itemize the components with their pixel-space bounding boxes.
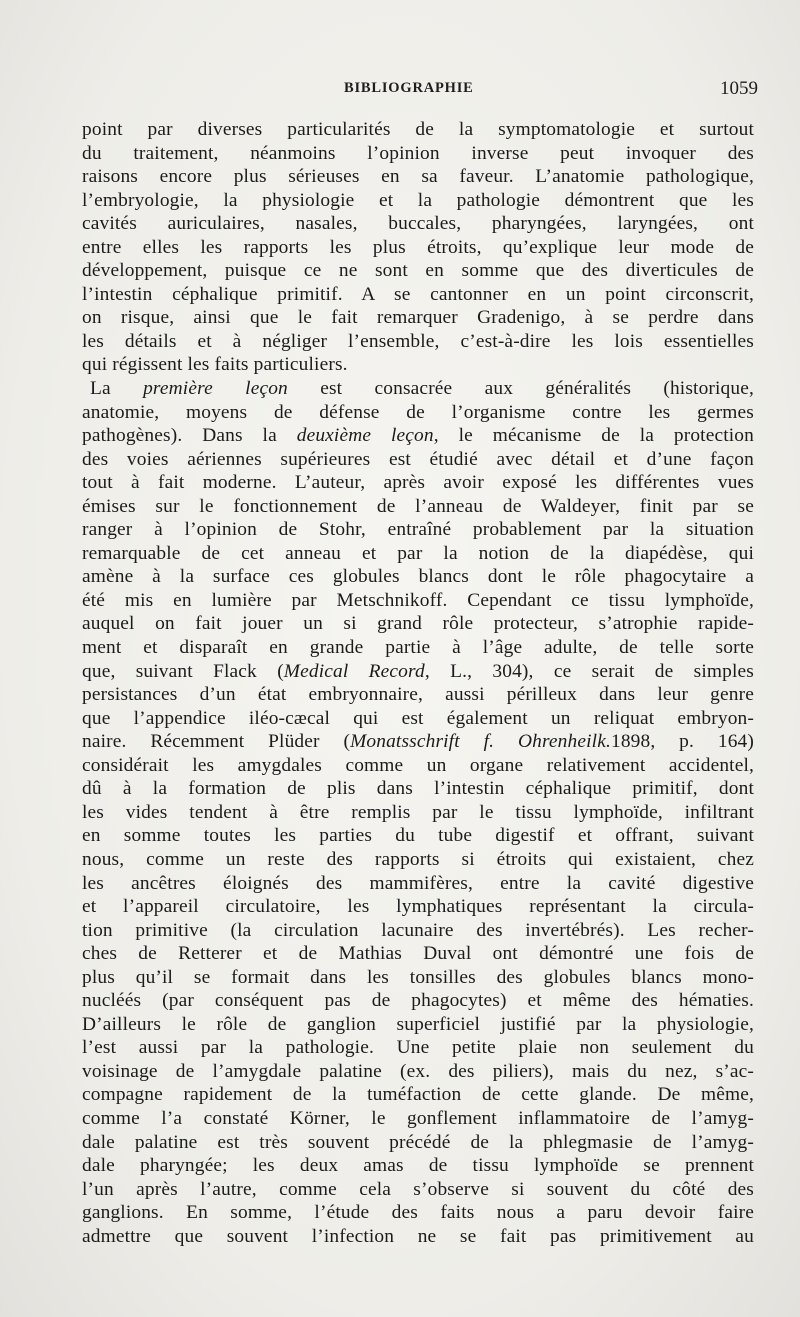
text-line: considérait les amygdales comme un organe relativement accidentel, (82, 754, 754, 776)
text-line: ranger à l’opinion de Stohr, entraîné probablement par la situation (82, 519, 754, 541)
text-line: naire. Récemment Plüder (Monatsschrift f. Ohrenheilk.1898, p. 164) (82, 731, 754, 753)
text-line: anatomie, moyens de défense de l’organisme contre les germes (82, 401, 754, 423)
text-line: qui régissent les faits particuliers. (82, 354, 348, 376)
text-line: nous, comme un reste des rapports si étroits qui existaient, chez (82, 848, 754, 870)
text-line: que l’appendice iléo-cæcal qui est également un reliquat embryon- (82, 707, 754, 729)
text-line: dale pharyngée; les deux amas de tissu lymphoïde se prennent (82, 1155, 754, 1177)
running-header (82, 78, 758, 102)
running-title: BIBLIOGRAPHIE (344, 80, 474, 96)
text-line: que, suivant Flack (Medical Record, L., 304), ce serait de simples (82, 660, 754, 682)
text-line: tion primitive (la circulation lacunaire des invertébrés). Les recher- (82, 919, 754, 941)
text-line: l’embryologie, la physiologie et la pathologie démontrent que les (82, 189, 754, 211)
text-line: l’un après l’autre, comme cela s’observe si souvent du côté des (82, 1178, 754, 1200)
text-line: l’intestin céphalique primitif. A se cantonner en un point circonscrit, (82, 283, 754, 305)
text-line: dale palatine est très souvent précédé de la phlegmasie de l’amyg- (82, 1131, 754, 1153)
body-text (82, 118, 754, 1248)
text-line: amène à la surface ces globules blancs dont le rôle phagocytaire a (82, 566, 754, 588)
text-line: plus qu’il se formait dans les tonsilles des globules blancs mono- (82, 966, 754, 988)
text-line: en somme toutes les parties du tube digestif et offrant, suivant (82, 825, 754, 847)
text-line: des voies aériennes supérieures est étudié avec détail et d’une façon (82, 448, 754, 470)
text-line: l’est aussi par la pathologie. Une petite plaie non seulement du (82, 1037, 754, 1059)
text-line: les détails et à négliger l’ensemble, c’est-à-dire les lois essentielles (82, 330, 754, 352)
text-line: voisinage de l’amygdale palatine (ex. des piliers), mais du nez, s’ac- (82, 1060, 754, 1082)
text-line: point par diverses particularités de la symptomatologie et surtout (82, 119, 754, 140)
text-line: les ancêtres éloignés des mammifères, entre la cavité digestive (82, 872, 754, 894)
text-line: dû à la formation de plis dans l’intestin céphalique primitif, dont (82, 778, 754, 800)
text-line: ches de Retterer et de Mathias Duval ont démontré une fois de (82, 943, 754, 965)
text-line: compagne rapidement de la tuméfaction de cette glande. De même, (82, 1084, 754, 1106)
text-line: auquel on fait jouer un si grand rôle protecteur, s’atrophie rapide- (82, 613, 754, 635)
text-line: été mis en lumière par Metschnikoff. Cependant ce tissu lymphoïde, (82, 589, 754, 611)
text-line: admettre que souvent l’infection ne se fait pas primitivement au (82, 1225, 754, 1247)
page-number: 1059 (720, 78, 758, 99)
text-line: comme l’a constaté Körner, le gonflement inflammatoire de l’amyg- (82, 1107, 754, 1129)
text-line: les vides tendent à être remplis par le tissu lymphoïde, infiltrant (82, 801, 754, 823)
text-line: on risque, ainsi que le fait remarquer Gradenigo, à se perdre dans (82, 307, 754, 329)
text-line: et l’appareil circulatoire, les lymphatiques représentant la circula- (82, 896, 754, 918)
text-line: La première leçon est consacrée aux généralités (historique, (90, 378, 755, 400)
text-line: nucléés (par conséquent pas de phagocytes) et même des hématies. (82, 990, 754, 1012)
text-line: ment et disparaît en grande partie à l’âge adulte, de telle sorte (82, 637, 754, 659)
text-line: développement, puisque ce ne sont en somme que des diverticules de (82, 260, 754, 282)
text-line: du traitement, néanmoins l’opinion inverse peut invoquer des (82, 142, 754, 164)
text-line: ganglions. En somme, l’étude des faits nous a paru devoir faire (82, 1202, 754, 1224)
text-line: émises sur le fonctionnement de l’anneau de Waldeyer, finit par se (82, 495, 754, 517)
text-line: pathogènes). Dans la deuxième leçon, le mécanisme de la protection (82, 425, 755, 447)
text-line: D’ailleurs le rôle de ganglion superficiel justifié par la physiologie, (82, 1013, 754, 1035)
text-line: cavités auriculaires, nasales, buccales, pharyngées, laryngées, ont (82, 213, 754, 235)
text-line: raisons encore plus sérieuses en sa faveur. L’anatomie pathologique, (82, 166, 754, 188)
text-line: persistances d’un état embryonnaire, aussi périlleux dans leur genre (82, 684, 754, 706)
text-line: tout à fait moderne. L’auteur, après avoir exposé les différentes vues (82, 472, 754, 494)
text-line: entre elles les rapports les plus étroits, qu’explique leur mode de (82, 236, 754, 258)
text-line: remarquable de cet anneau et par la notion de la diapédèse, qui (82, 542, 754, 564)
